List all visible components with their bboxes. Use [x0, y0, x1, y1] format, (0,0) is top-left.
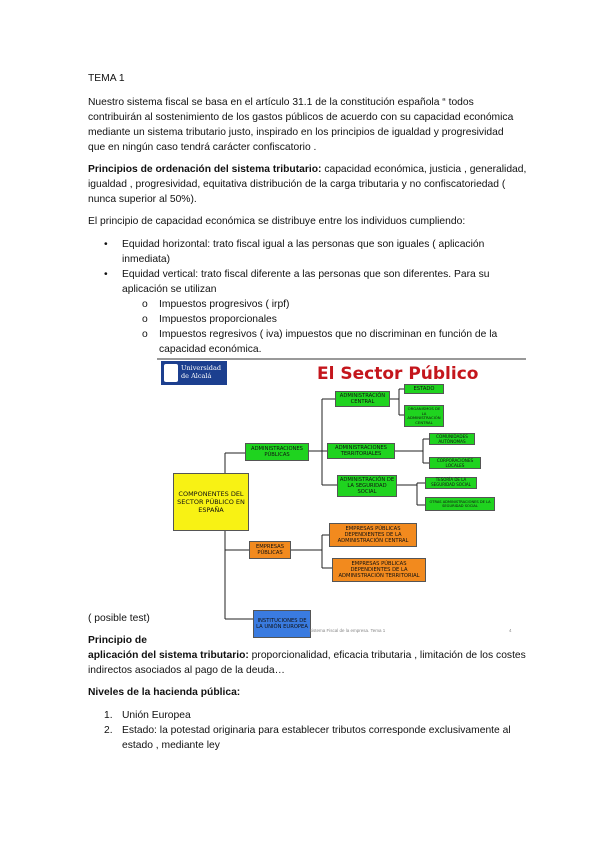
principios-line [88, 162, 526, 177]
sub-bullet-text: capacidad económica. [159, 344, 262, 355]
sub-bullet-text: Impuestos proporcionales [159, 314, 277, 325]
aplicacion-line [88, 648, 526, 663]
bullet-text: Equidad horizontal: trato fiscal igual a las personas que son iguales ( aplicación [122, 239, 485, 250]
sub-bullet-text: Impuestos regresivos ( iva) impuestos que no discriminan en función de la [159, 329, 498, 340]
niveles-text: estado , mediante ley [122, 740, 220, 751]
principios-line: igualdad , progresividad, equitativa distribución de la carga tributaria y no confiscatoriedad ( [88, 179, 506, 190]
principios-label: Principios de ordenación del sistema tributario: [88, 164, 322, 175]
aplicacion-text: proporcionalidad, eficacia tributaria , limitación de los costes [248, 650, 526, 661]
sub-bullet-marker: o [142, 314, 148, 325]
bullet-marker: • [104, 269, 108, 280]
estado-box: ESTADO [404, 384, 444, 394]
admin-central-box: ADMINISTRACIÓN CENTRAL [335, 391, 390, 407]
niveles-label [88, 685, 240, 700]
corporaciones-box: CORPORACIONES LOCALES [429, 457, 481, 469]
sub-bullet-text: Impuestos progresivos ( irpf) [159, 299, 290, 310]
capacidad-intro: El principio de capacidad económica se distribuye entre los individuos cumpliendo: [88, 216, 466, 227]
logo-line: de Alcalá [181, 371, 212, 380]
logo-text [181, 365, 221, 380]
university-seal-icon [164, 364, 178, 382]
aplicacion-line: indirectos asociados al pago de la deuda… [88, 665, 285, 676]
bullet-text: Equidad vertical: trato fiscal diferente a las personas que son diferentes. Para su [122, 269, 490, 280]
otras-admin-box: OTRAS ADMINISTRACIONES DE LA SEGURIDAD SOCIAL [425, 497, 495, 511]
intro-line: contribuirán al sostenimiento de los gastos públicos de acuerdo con su capacidad económica [88, 112, 514, 123]
diagram-footer-text: Sistema Fiscal de la empresa. Tema 1 [309, 628, 386, 633]
root-box: COMPONENTES DEL SECTOR PÚBLICO EN ESPAÑA [173, 473, 249, 531]
aplicacion-label: aplicación del sistema tributario: [88, 650, 249, 661]
aplicacion-label-line [88, 633, 147, 648]
sector-publico-diagram [157, 355, 526, 638]
empresas-box: EMPRESAS PÚBLICAS [249, 541, 291, 559]
niveles-number: 2. [104, 725, 113, 736]
empresas-territorial-box: EMPRESAS PÚBLICAS DEPENDIENTES DE LA ADMINISTRACIÓN TERRITORIAL [332, 558, 426, 582]
intro-line: que en ningún caso tendrá carácter confiscatorio . [88, 142, 317, 153]
admin-publicas-box: ADMINISTRACIONES PÚBLICAS [245, 443, 309, 461]
intro-line: Nuestro sistema fiscal se basa en el artículo 31.1 de la constitución española “ todos [88, 97, 474, 108]
admin-territoriales-box: ADMINISTRACIONES TERRITORIALES [327, 443, 395, 459]
sub-bullet-marker: o [142, 329, 148, 340]
principios-text: capacidad económica, justicia , generalidad, [321, 164, 527, 175]
diagram-title: El Sector Público [317, 364, 479, 384]
logo-line: Universidad [181, 364, 221, 372]
bullet-text: aplicación se utilizan [122, 284, 217, 295]
diagram-page-number: 4 [509, 628, 512, 633]
seguridad-social-box: ADMINISTRACIÓN DE LA SEGURIDAD SOCIAL [337, 475, 397, 497]
empresas-central-box: EMPRESAS PÚBLICAS DEPENDIENTES DE LA ADMINISTRACIÓN CENTRAL [329, 523, 417, 547]
organismos-box: ORGANISMOS DE LA ADMINISTRACIÓN CENTRAL [404, 405, 444, 427]
bullet-text: inmediata) [122, 254, 171, 265]
tesoreria-box: TESORÍA DE LA SEGURIDAD SOCIAL [425, 477, 477, 489]
bullet-marker: • [104, 239, 108, 250]
niveles-text: Unión Europea [122, 710, 191, 721]
comunidades-box: COMUNIDADES AUTÓNOMAS [429, 433, 475, 445]
aplicacion-label: Principio de [88, 635, 147, 646]
university-logo [161, 361, 227, 385]
sub-bullet-marker: o [142, 299, 148, 310]
principios-line: nunca superior al 50%). [88, 194, 197, 205]
niveles-label-text: Niveles de la hacienda pública: [88, 687, 241, 698]
posible-test-note: ( posible test) [88, 613, 150, 624]
heading: TEMA 1 [88, 73, 125, 84]
union-europea-box: INSTITUCIONES DE LA UNIÓN EUROPEA [253, 610, 311, 638]
niveles-number: 1. [104, 710, 113, 721]
intro-line: mediante un sistema tributario justo, inspirado en los principios de igualdad y progresividad [88, 127, 504, 138]
niveles-text: Estado: la potestad originaria para establecer tributos corresponde exclusivamente al [122, 725, 511, 736]
